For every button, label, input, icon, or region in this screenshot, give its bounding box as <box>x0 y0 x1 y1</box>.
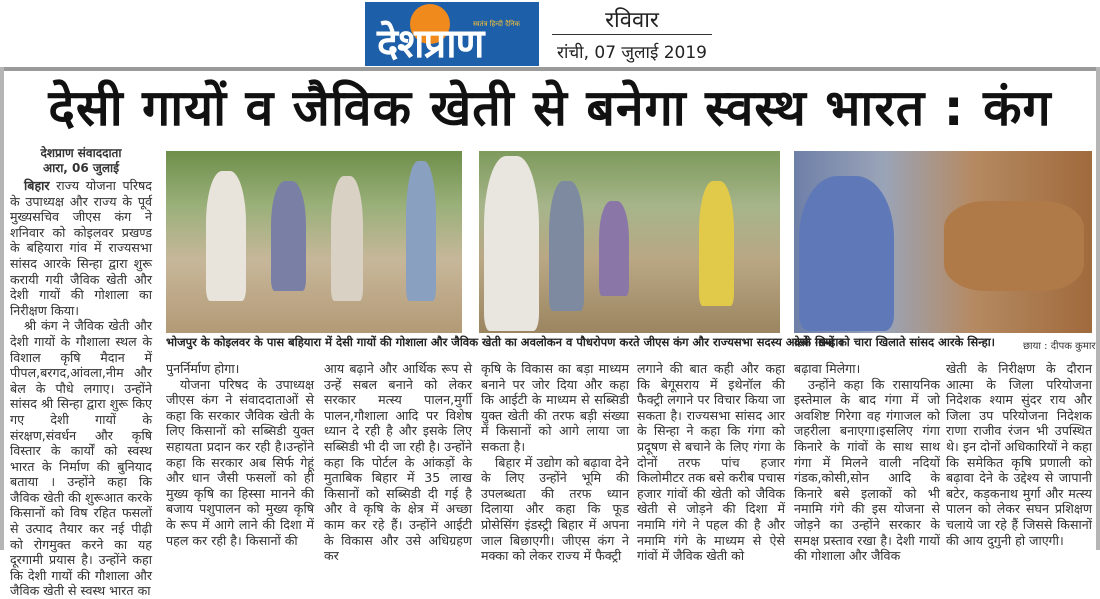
issue-date: रांची, 07 जुलाई 2019 <box>557 43 707 63</box>
paragraph: श्री कंग ने जैविक खेती और देशी गायों के गौशाला स्थल के विशाल कृषि मैदान में पीपल,बरगद,आंवला,नीम और बेल के पौधे लगाए। उन्होंने सांसद श्री सिन्हा द्वारा शुरू किए गए देशी गायों के संरक्षण,संवर्धन और कृषि विस्तार के कार्यों को स्वस्थ भारत के निर्माण की बुनियाद बताया । उन्होंने कहा कि जैविक खेती की शुरूआत करके किसानों को विष रहित फसलों से उत्पाद तैयार कर नई पीढ़ी को रोगमुक्त करने का यह दूरगामी प्रयास है। उन्होंने कहा कि देशी गायों की गौशाला और जैविक खेती से स्वस्थ भारत का <box>10 318 152 599</box>
lead-word: बिहार <box>24 178 50 193</box>
photo-inspection-group <box>166 151 462 333</box>
frame-border <box>0 67 1100 71</box>
photo-credit: छाया : दीपक कुमार <box>1023 341 1096 352</box>
divider <box>552 34 712 35</box>
photo-feeding-cows <box>794 151 1092 333</box>
headline: देसी गायों व जैविक खेती से बनेगा स्वस्थ भारत : कंग <box>48 79 1052 137</box>
byline: देशप्राण संवाददाता <box>40 146 122 160</box>
newspaper-logo <box>365 2 539 66</box>
article-column-2 <box>166 361 314 548</box>
paragraph: खेती के निरीक्षण के दौरान आत्मा के जिला परियोजना निदेशक श्याम सुंदर राय और जिला उप परियोजना निदेशक राणा राजीव रंजन भी उपस्थित थे। इन दोनों अधिकारियों ने कहा कि समेकित कृषि प्रणाली को बढ़ावा देने के उद्देश्य से जापानी बटेर, कड़कनाथ मुर्गा और मत्स्य पालन को लेकर सघन प्रशिक्षण चलाये जा रहे हैं जिससे किसानों की आय दुगुनी हो जाएगी। <box>946 361 1092 548</box>
logo-text: देशप्राण <box>377 21 484 66</box>
article-column-7 <box>946 361 1092 548</box>
paragraph: बढ़ावा मिलेगा। <box>794 361 861 376</box>
photo-caption: भोजपुर के कोइलवर के पास बहियारा में देसी गायों की गोशाला और जैविक खेती का अवलोकन व पौधरोपण करते जीएस कंग और राज्यसभा सदस्य आरके सिन्हा। <box>166 335 843 349</box>
paragraph: राज्य योजना परिषद के उपाध्यक्ष और राज्य के पूर्व मुख्यसचिव जीएस कंग ने शनिवार को कोइलवर प्रखण्ड के बहियारा गांव में राज्यसभा सांसद आरके सिन्हा द्वारा शुरू करायी गयी जैविक खेती और देशी गायों की गोशाला का निरीक्षण किया। <box>10 178 152 318</box>
photo-planting-sapling <box>479 151 780 333</box>
paragraph: आय बढ़ाने और आर्थिक रूप से उन्हें सबल बनाने को लेकर सरकार मत्स्य पालन,मुर्गी पालन,गौशाला आदि पर विशेष ध्यान दे रही है और इसके लिए सब्सिडी भी दी जा रही है। उन्होंने कहा कि पोर्टल के आंकड़ों के मुताबिक बिहार में 35 लाख किसानों को सब्सिडी दी गई है और वे कृषि के क्षेत्र में अच्छा काम कर रहे हैं। उन्होंने आईटी के विकास और उसे अधिग्रहण कर <box>324 361 472 564</box>
article-column-4 <box>481 361 629 564</box>
dateline: आरा, 06 जुलाई <box>43 161 119 175</box>
article-column-3 <box>324 361 472 564</box>
paragraph: कृषि के विकास का बड़ा माध्यम बनाने पर जोर दिया और कहा कि आईटी के माध्यम से सब्सिडी युक्त खेती की तरफ बड़ी संख्या में किसानों को आगे लाया जा सकता है। <box>481 361 629 454</box>
article-column-5 <box>637 361 785 564</box>
paragraph: उन्होंने कहा कि रासायनिक इस्तेमाल के बाद गंगा में जो अवशिष्ट गिरेगा वह गंगाजल को जहरीला बनाएगा।इसलिए गंगा किनारे के गांवों के साथ साथ गंगा में मिलने वाली नदियों गंडक,कोसी,सोन आदि के किनारे बसे इलाकों को भी नमामि गंगे की इस योजना से जोड़ने का उन्होंने सरकार के समक्ष प्रस्ताव रखा है। देशी गायों की गोशाला और जैविक <box>794 376 940 564</box>
paragraph: लगाने की बात कही और कहा कि बेगूसराय में इथेनॉल की फैक्ट्री लगाने पर विचार किया जा सकता है। राज्यसभा सांसद आर के सिन्हा ने कहा कि गंगा को प्रदूषण से बचाने के लिए गंगा के दोनों तरफ पांच हजार किलोमीटर तक बसे करीब पचास हजार गांवों की खेती को जैविक खेती से जोड़ने की दिशा में नमामि गंगे ने पहल की है और नमामि गंगे के माध्यम से ऐसे गांवों में जैविक खेती को <box>637 361 785 564</box>
photo-caption: देसी गायों को चारा खिलाते सांसद आरके सिन्हा। <box>794 335 996 349</box>
logo-tagline: स्वतंत्र हिन्दी दैनिक <box>473 20 520 28</box>
article-column-1 <box>10 146 152 599</box>
paragraph: योजना परिषद के उपाध्यक्ष जीएस कंग ने संवाददाताओं से कहा कि सरकार जैविक खेती के लिए किसानों को सब्सिडी युक्त सहायता प्रदान कर रही है।उन्होंने कहा कि सरकार अब सिर्फ गेहूं और धान जैसी फसलों को ही मुख्य कृषि का हिस्सा मानने की बजाय पशुपालन को मुख्य कृषि के रूप में आगे लाने की दिशा में पहल कर रही है। किसानों की <box>166 376 314 548</box>
paragraph: बिहार में उद्योग को बढ़ावा देने के लिए उन्होंने भूमि की उपलब्धता की तरफ ध्यान दिलाया और कहा कि फूड प्रोसेसिंग इंडस्ट्री बिहार में अपना जाल बिछाएगी। जीएस कंग ने मक्का को लेकर राज्य में फैक्ट्री <box>481 454 629 564</box>
article-column-6 <box>794 361 940 564</box>
issue-day: रविवार <box>605 8 659 33</box>
paragraph: पुनर्निर्माण होगा। <box>166 361 240 376</box>
